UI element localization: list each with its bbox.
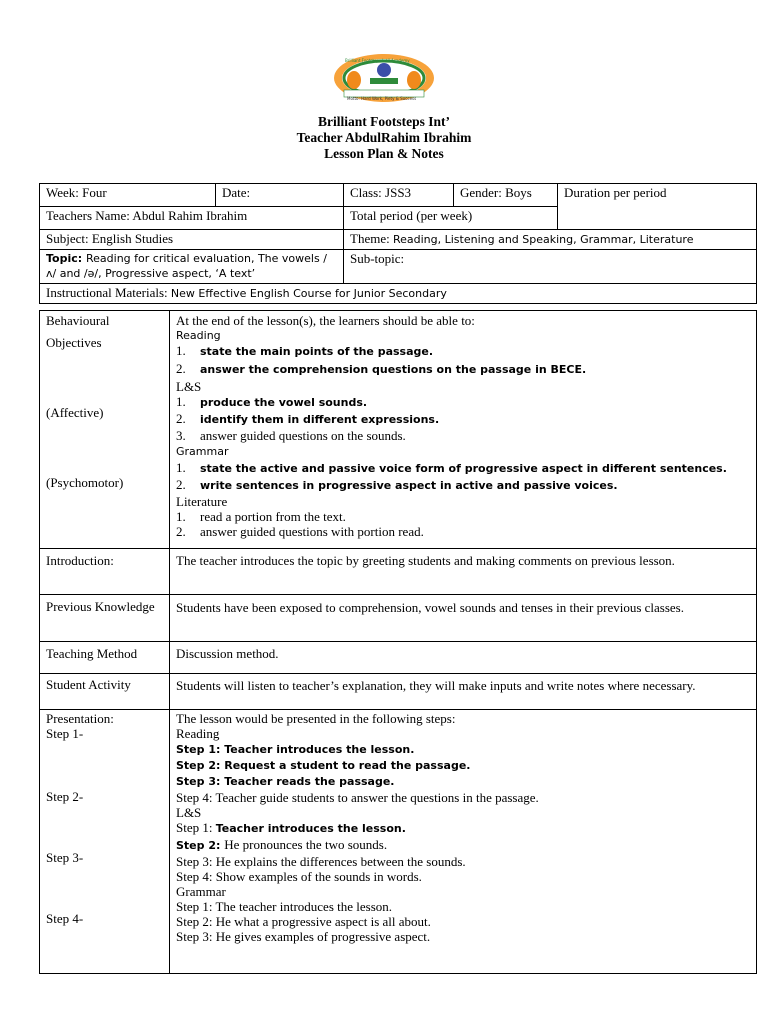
student-activity-text: Students will listen to teacher’s explanation, they will make inputs and write notes where necessary. xyxy=(170,674,757,710)
logo-motto: Motto: Hard Work, Piety & Success xyxy=(347,96,417,101)
objective-item: read a portion from the text. xyxy=(200,509,346,524)
class-cell: Class: JSS3 xyxy=(344,184,454,207)
org-name: Brilliant Footsteps Int’ xyxy=(317,114,450,129)
objectives-label-cell xyxy=(40,311,170,549)
objective-item: produce the vowel sounds. xyxy=(200,396,368,409)
presentation-step: Step 4: Teacher guide students to answer the questions in the passage. xyxy=(176,790,539,805)
objectives-ls-heading: L&S xyxy=(176,379,202,394)
presentation-step: Step 4: Show examples of the sounds in words. xyxy=(176,869,422,884)
topic-label: Topic: xyxy=(46,252,86,265)
list-number: 2. xyxy=(176,477,186,492)
list-number: 3. xyxy=(176,428,186,443)
step-prefix: Step 1: xyxy=(176,820,216,835)
objectives-cell xyxy=(170,311,757,549)
theme-label: Theme: xyxy=(350,231,393,246)
list-number: 2. xyxy=(176,411,186,426)
step-label: Step 2- xyxy=(46,789,84,804)
step-label: Step 4- xyxy=(46,911,84,926)
step-text: Teacher introduces the lesson. xyxy=(215,822,406,835)
duration-cell: Duration per period xyxy=(558,184,757,230)
materials-label: Instructional Materials: xyxy=(46,285,171,300)
presentation-step xyxy=(176,820,750,837)
topic-value: Reading for critical evaluation, The vowels /ʌ/ and /ə/, Progressive aspect, ‘A text’ xyxy=(46,252,327,280)
total-period-cell: Total period (per week) xyxy=(344,207,558,230)
objective-item: state the active and passive voice form of progressive aspect in different sentences. xyxy=(200,462,727,475)
objective-item: write sentences in progressive aspect in active and passive voices. xyxy=(200,479,618,492)
materials-cell xyxy=(40,284,757,304)
introduction-label: Introduction: xyxy=(40,549,170,595)
student-activity-label: Student Activity xyxy=(40,674,170,710)
presentation-label-cell xyxy=(40,710,170,974)
presentation-step: Step 3: He gives examples of progressive aspect. xyxy=(176,929,431,944)
info-table xyxy=(39,183,757,304)
objective-item: answer guided questions on the sounds. xyxy=(200,428,406,443)
date-cell: Date: xyxy=(216,184,344,207)
objective-item: state the main points of the passage. xyxy=(200,345,434,358)
logo-text: Brilliant Footsteps Int'l Academy xyxy=(345,58,410,63)
previous-knowledge-label: Previous Knowledge xyxy=(40,595,170,642)
objective-item: identify them in different expressions. xyxy=(200,413,440,426)
materials-value: New Effective English Course for Junior Secondary xyxy=(170,287,447,300)
objectives-grammar-heading: Grammar xyxy=(176,445,229,458)
psychomotor-label: (Psychomotor) xyxy=(46,475,124,490)
week-cell: Week: Four xyxy=(40,184,216,207)
list-number: 1. xyxy=(176,394,186,409)
objectives-label-2: Objectives xyxy=(46,335,102,350)
objectives-literature-heading: Literature xyxy=(176,494,228,509)
objective-item: answer the comprehension questions on the passage in BECE. xyxy=(200,363,587,376)
presentation-cell xyxy=(170,710,757,974)
list-number: 1. xyxy=(176,460,186,475)
teaching-method-text: Discussion method. xyxy=(170,642,757,674)
list-number: 2. xyxy=(176,524,186,539)
step-prefix: Step 2: xyxy=(176,839,225,852)
affective-label: (Affective) xyxy=(46,405,104,420)
list-number: 1. xyxy=(176,343,186,358)
presentation-step: Step 3: He explains the differences between the sounds. xyxy=(176,854,466,869)
teacher-name-cell: Teachers Name: Abdul Rahim Ibrahim xyxy=(40,207,344,230)
objectives-label-1: Behavioural xyxy=(46,313,110,328)
presentation-step xyxy=(176,837,750,854)
gender-cell: Gender: Boys xyxy=(454,184,558,207)
lesson-table xyxy=(39,310,757,974)
presentation-step: Step 1: Teacher introduces the lesson. xyxy=(176,743,415,756)
step-label: Step 1- xyxy=(46,726,84,741)
introduction-text: The teacher introduces the topic by greeting students and making comments on previous lesson. xyxy=(170,549,757,595)
step-label: Step 3- xyxy=(46,850,84,865)
presentation-step: Step 3: Teacher reads the passage. xyxy=(176,775,395,788)
theme-cell xyxy=(344,230,757,250)
topic-cell xyxy=(40,250,344,284)
objective-item: answer guided questions with portion read. xyxy=(200,524,424,539)
presentation-ls-heading: L&S xyxy=(176,805,202,820)
presentation-step: Step 2: He what a progressive aspect is all about. xyxy=(176,914,431,929)
previous-knowledge-text: Students have been exposed to comprehension, vowel sounds and tenses in their previous classes. xyxy=(170,595,757,642)
list-number: 1. xyxy=(176,509,186,524)
subject-cell: Subject: English Studies xyxy=(40,230,344,250)
teacher-heading: Teacher AbdulRahim Ibrahim xyxy=(296,130,472,145)
list-number: 2. xyxy=(176,361,186,376)
presentation-step: Step 2: Request a student to read the passage. xyxy=(176,759,471,772)
subtopic-cell: Sub-topic: xyxy=(344,250,757,284)
presentation-step: Step 1: The teacher introduces the lesson. xyxy=(176,899,393,914)
theme-value: Reading, Listening and Speaking, Grammar, Literature xyxy=(392,233,694,246)
presentation-intro: The lesson would be presented in the following steps: xyxy=(176,711,456,726)
objectives-intro: At the end of the lesson(s), the learners should be able to: xyxy=(176,313,475,328)
presentation-reading-heading: Reading xyxy=(176,726,220,741)
presentation-label: Presentation: xyxy=(46,711,114,726)
teaching-method-label: Teaching Method xyxy=(40,642,170,674)
step-text: He pronounces the two sounds. xyxy=(224,837,388,852)
objectives-reading-heading: Reading xyxy=(176,329,221,342)
presentation-grammar-heading: Grammar xyxy=(176,884,226,899)
document-title: Lesson Plan & Notes xyxy=(324,146,444,161)
